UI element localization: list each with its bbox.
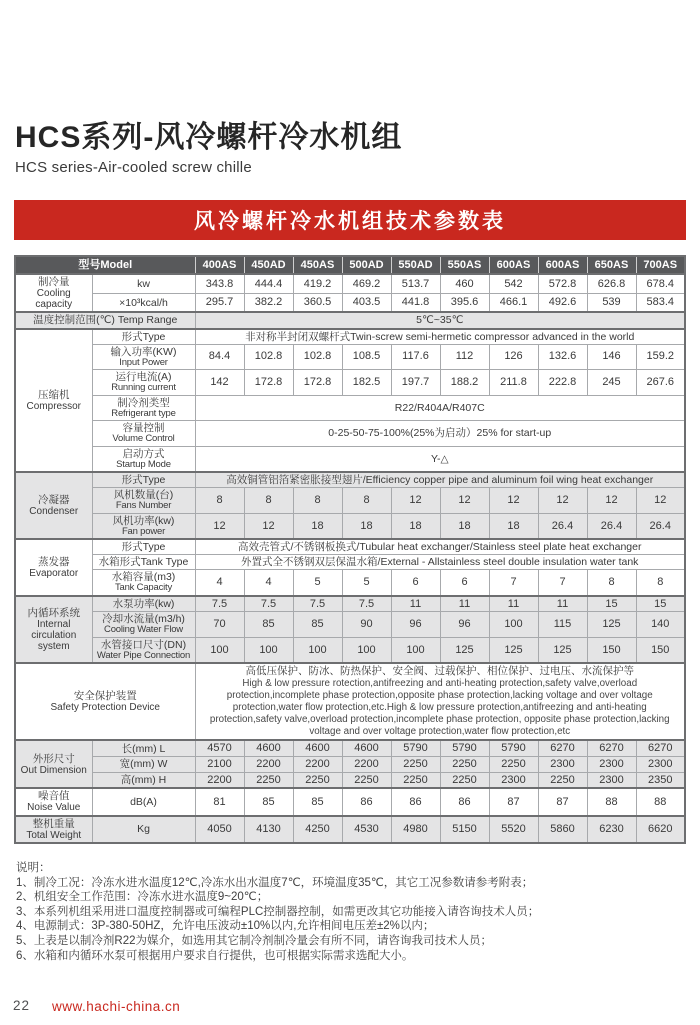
cell-cooling-capacity-0-8: 626.8 bbox=[587, 274, 636, 293]
cell-internal-circulation-0-9: 15 bbox=[636, 596, 685, 612]
row-out-dimension-1 bbox=[15, 757, 685, 773]
cell-compressor-1-5: 112 bbox=[440, 344, 489, 370]
cell-internal-circulation-0-4: 11 bbox=[391, 596, 440, 612]
cell-out-dimension-0-7: 6270 bbox=[538, 740, 587, 756]
label-compressor-5-line-0: 启动方式 bbox=[122, 447, 165, 460]
cell-condenser-2-3: 18 bbox=[342, 513, 391, 539]
cell-compressor-1-9: 159.2 bbox=[636, 344, 685, 370]
cell-internal-circulation-1-4: 96 bbox=[391, 612, 440, 638]
cell-compressor-2-3: 182.5 bbox=[342, 370, 391, 396]
group-compressor-line-1: Compressor bbox=[26, 400, 81, 412]
model-col-3: 500AD bbox=[342, 256, 391, 274]
cell-total-weight-0-8: 6230 bbox=[587, 816, 636, 843]
cell-cooling-capacity-0-4: 513.7 bbox=[391, 274, 440, 293]
cell-noise-value-0-1: 85 bbox=[244, 788, 293, 815]
cell-compressor-2-2: 172.8 bbox=[293, 370, 342, 396]
cell-out-dimension-1-4: 2250 bbox=[391, 757, 440, 773]
model-col-8: 650AS bbox=[587, 256, 636, 274]
row-evaporator-1 bbox=[15, 555, 685, 570]
cell-cooling-capacity-1-3: 403.5 bbox=[342, 293, 391, 312]
row-compressor-4 bbox=[15, 421, 685, 447]
model-col-0: 400AS bbox=[195, 256, 244, 274]
cell-total-weight-0-5: 5150 bbox=[440, 816, 489, 843]
cell-total-weight-0-6: 5520 bbox=[489, 816, 538, 843]
group-noise-value bbox=[15, 788, 92, 815]
row-compressor-1 bbox=[15, 344, 685, 370]
cell-internal-circulation-0-2: 7.5 bbox=[293, 596, 342, 612]
cell-internal-circulation-1-6: 100 bbox=[489, 612, 538, 638]
cell-internal-circulation-2-5: 125 bbox=[440, 637, 489, 663]
cell-out-dimension-0-5: 5790 bbox=[440, 740, 489, 756]
cell-out-dimension-0-0: 4570 bbox=[195, 740, 244, 756]
model-col-9: 700AS bbox=[636, 256, 685, 274]
cell-compressor-2-6: 211.8 bbox=[489, 370, 538, 396]
label-condenser-0-line-0: 形式Type bbox=[121, 474, 166, 487]
label-cooling-capacity-0 bbox=[92, 274, 195, 293]
cell-noise-value-0-2: 85 bbox=[293, 788, 342, 815]
safety-text-en: High & low pressure rotection,antifreezing and anti-heating protection,safety valve,overload protection,incomplete phase protection,opposite phase protection,lacking voltage and over voltage protection,water flow protection,etc.High & low pressure protection,antifreezing and anti-heating protection,safety valve,overload protection,incomplete phase protection, opposite phase protection,lacking voltage and over voltage protection,water flow protection,etc bbox=[209, 678, 670, 738]
cell-compressor-2-7: 222.8 bbox=[538, 370, 587, 396]
cell-compressor-2-5: 188.2 bbox=[440, 370, 489, 396]
cell-compressor-1-7: 132.6 bbox=[538, 344, 587, 370]
group-safety-protection bbox=[15, 663, 195, 740]
cell-total-weight-0-9: 6620 bbox=[636, 816, 685, 843]
model-col-2: 450AS bbox=[293, 256, 342, 274]
cell-total-weight-0-7: 5860 bbox=[538, 816, 587, 843]
label-condenser-2-line-1: Fan power bbox=[121, 525, 166, 537]
cell-compressor-1-1: 102.8 bbox=[244, 344, 293, 370]
cell-out-dimension-2-7: 2250 bbox=[538, 772, 587, 788]
model-col-7: 600AS bbox=[538, 256, 587, 274]
label-internal-circulation-1-line-0: 冷却水流量(m3/h) bbox=[102, 613, 185, 626]
cell-condenser-1-2: 8 bbox=[293, 488, 342, 514]
cell-out-dimension-1-9: 2300 bbox=[636, 757, 685, 773]
row-evaporator-2 bbox=[15, 570, 685, 596]
label-evaporator-1 bbox=[92, 555, 195, 570]
label-evaporator-2 bbox=[92, 570, 195, 596]
cell-out-dimension-1-3: 2200 bbox=[342, 757, 391, 773]
cell-evaporator-2-3: 5 bbox=[342, 570, 391, 596]
label-evaporator-0-line-0: 形式Type bbox=[121, 541, 166, 554]
cell-evaporator-2-6: 7 bbox=[489, 570, 538, 596]
cell-internal-circulation-0-5: 11 bbox=[440, 596, 489, 612]
cell-internal-circulation-1-2: 85 bbox=[293, 612, 342, 638]
group-evaporator bbox=[15, 539, 92, 596]
row-total-weight-0 bbox=[15, 816, 685, 843]
row-out-dimension-2 bbox=[15, 772, 685, 788]
cell-condenser-2-0: 12 bbox=[195, 513, 244, 539]
cell-condenser-1-9: 12 bbox=[636, 488, 685, 514]
group-internal-circulation bbox=[15, 596, 92, 664]
label-internal-circulation-0 bbox=[92, 596, 195, 612]
cell-total-weight-0-4: 4980 bbox=[391, 816, 440, 843]
safety-text-cn: 高低压保护、防冰、防热保护、安全阀、过载保护、相位保护、过电压、水流保护等 bbox=[245, 665, 634, 678]
label-internal-circulation-2-line-0: 水管接口尺寸(DN) bbox=[100, 638, 187, 651]
cell-internal-circulation-1-9: 140 bbox=[636, 612, 685, 638]
cell-compressor-2-4: 197.7 bbox=[391, 370, 440, 396]
model-col-1: 450AD bbox=[244, 256, 293, 274]
label-noise-value-0-line-0: dB(A) bbox=[130, 795, 157, 808]
cell-condenser-2-2: 18 bbox=[293, 513, 342, 539]
group-temp-range bbox=[15, 312, 195, 328]
label-condenser-0 bbox=[92, 472, 195, 488]
cell-condenser-1-5: 12 bbox=[440, 488, 489, 514]
label-evaporator-2-line-1: Tank Capacity bbox=[114, 582, 173, 594]
cell-condenser-1-0: 8 bbox=[195, 488, 244, 514]
label-evaporator-2-line-0: 水箱容量(m3) bbox=[111, 571, 176, 584]
cell-out-dimension-0-9: 6270 bbox=[636, 740, 685, 756]
label-evaporator-0 bbox=[92, 539, 195, 555]
cell-condenser-1-1: 8 bbox=[244, 488, 293, 514]
label-compressor-1 bbox=[92, 344, 195, 370]
span-temp-range-0: 5℃~35℃ bbox=[195, 312, 685, 328]
row-evaporator-0 bbox=[15, 539, 685, 555]
group-out-dimension bbox=[15, 740, 92, 788]
cell-out-dimension-1-5: 2250 bbox=[440, 757, 489, 773]
label-compressor-2-line-0: 运行电流(A) bbox=[115, 371, 172, 384]
cell-cooling-capacity-1-4: 441.8 bbox=[391, 293, 440, 312]
cell-noise-value-0-9: 88 bbox=[636, 788, 685, 815]
model-header-label: 型号Model bbox=[15, 256, 195, 274]
cell-out-dimension-1-8: 2300 bbox=[587, 757, 636, 773]
row-compressor-0 bbox=[15, 329, 685, 345]
row-noise-value-0 bbox=[15, 788, 685, 815]
cell-cooling-capacity-1-7: 492.6 bbox=[538, 293, 587, 312]
row-cooling-capacity-0 bbox=[15, 274, 685, 293]
spec-table-wrap bbox=[14, 255, 686, 844]
row-condenser-0 bbox=[15, 472, 685, 488]
cell-condenser-2-6: 18 bbox=[489, 513, 538, 539]
cell-condenser-2-5: 18 bbox=[440, 513, 489, 539]
notes bbox=[16, 861, 680, 963]
cell-cooling-capacity-0-7: 572.8 bbox=[538, 274, 587, 293]
group-safety-protection-line-1: Safety Protection Device bbox=[50, 702, 160, 714]
cell-out-dimension-1-7: 2300 bbox=[538, 757, 587, 773]
cell-noise-value-0-3: 86 bbox=[342, 788, 391, 815]
cell-internal-circulation-0-7: 11 bbox=[538, 596, 587, 612]
cell-internal-circulation-2-0: 100 bbox=[195, 637, 244, 663]
label-condenser-2-line-0: 风机功率(kw) bbox=[112, 514, 175, 527]
label-cooling-capacity-1 bbox=[92, 293, 195, 312]
label-condenser-1 bbox=[92, 488, 195, 514]
label-internal-circulation-2-line-1: Water Pipe Connection bbox=[96, 649, 191, 661]
cell-compressor-2-0: 142 bbox=[195, 370, 244, 396]
label-out-dimension-1 bbox=[92, 757, 195, 773]
model-col-6: 600AS bbox=[489, 256, 538, 274]
cell-internal-circulation-2-4: 100 bbox=[391, 637, 440, 663]
cell-internal-circulation-2-6: 125 bbox=[489, 637, 538, 663]
span-compressor-3: R22/R404A/R407C bbox=[195, 395, 685, 421]
cell-out-dimension-2-8: 2300 bbox=[587, 772, 636, 788]
cell-internal-circulation-1-0: 70 bbox=[195, 612, 244, 638]
spec-table-body bbox=[15, 256, 685, 843]
cell-cooling-capacity-1-6: 466.1 bbox=[489, 293, 538, 312]
cell-evaporator-2-1: 4 bbox=[244, 570, 293, 596]
cell-out-dimension-2-5: 2250 bbox=[440, 772, 489, 788]
label-compressor-1-line-0: 输入功率(KW) bbox=[110, 345, 177, 358]
label-total-weight-0-line-0: Kg bbox=[137, 823, 150, 836]
label-internal-circulation-1 bbox=[92, 612, 195, 638]
label-out-dimension-0 bbox=[92, 740, 195, 756]
cell-internal-circulation-0-8: 15 bbox=[587, 596, 636, 612]
row-internal-circulation-1 bbox=[15, 612, 685, 638]
note-5: 5、上表是以制冷剂R22为媒介，如选用其它制冷剂制冷量会有所不同，请咨询我司技术人员； bbox=[16, 934, 492, 947]
cell-cooling-capacity-0-5: 460 bbox=[440, 274, 489, 293]
label-compressor-1-line-1: Input Power bbox=[119, 356, 168, 368]
cell-total-weight-0-1: 4130 bbox=[244, 816, 293, 843]
label-compressor-5-line-1: Startup Mode bbox=[116, 458, 171, 470]
note-6: 6、水箱和内循环水泵可根据用户要求自行提供，也可根据实际需求选配大小。 bbox=[16, 949, 414, 962]
cell-out-dimension-2-2: 2250 bbox=[293, 772, 342, 788]
label-compressor-0 bbox=[92, 329, 195, 345]
label-compressor-2-line-1: Running current bbox=[111, 382, 176, 394]
label-cooling-capacity-1-line-0: ×10³kcal/h bbox=[119, 296, 168, 309]
cell-compressor-2-8: 245 bbox=[587, 370, 636, 396]
cell-cooling-capacity-0-3: 469.2 bbox=[342, 274, 391, 293]
cell-out-dimension-2-6: 2300 bbox=[489, 772, 538, 788]
cell-noise-value-0-6: 87 bbox=[489, 788, 538, 815]
group-condenser-line-0: 冷凝器 bbox=[38, 493, 70, 506]
cell-cooling-capacity-1-8: 539 bbox=[587, 293, 636, 312]
group-evaporator-line-1: Evaporator bbox=[29, 567, 79, 579]
group-total-weight-line-1: Total Weight bbox=[26, 829, 82, 841]
page-subtitle: HCS series-Air-cooled screw chille bbox=[15, 159, 252, 176]
row-cooling-capacity-1 bbox=[15, 293, 685, 312]
label-condenser-1-line-1: Fans Number bbox=[115, 500, 172, 512]
cell-out-dimension-0-6: 5790 bbox=[489, 740, 538, 756]
cell-out-dimension-2-3: 2250 bbox=[342, 772, 391, 788]
note-4: 4、电源制式：3P-380-50HZ，允许电压波动±10%以内,允许相间电压差±2%以内； bbox=[16, 920, 435, 933]
cell-internal-circulation-2-7: 125 bbox=[538, 637, 587, 663]
cell-cooling-capacity-1-0: 295.7 bbox=[195, 293, 244, 312]
row-compressor-2 bbox=[15, 370, 685, 396]
cell-out-dimension-1-1: 2200 bbox=[244, 757, 293, 773]
span-compressor-5: Y-△ bbox=[195, 446, 685, 472]
cell-evaporator-2-7: 7 bbox=[538, 570, 587, 596]
group-noise-value-line-1: Noise Value bbox=[27, 802, 81, 814]
label-compressor-4-line-1: Volume Control bbox=[112, 433, 175, 445]
label-condenser-1-line-0: 风机数量(台) bbox=[113, 489, 174, 502]
row-condenser-2 bbox=[15, 513, 685, 539]
cell-internal-circulation-0-3: 7.5 bbox=[342, 596, 391, 612]
cell-internal-circulation-1-1: 85 bbox=[244, 612, 293, 638]
group-out-dimension-line-1: Out Dimension bbox=[20, 764, 87, 776]
cell-evaporator-2-5: 6 bbox=[440, 570, 489, 596]
span-evaporator-1: 外置式全不锈钢双层保温水箱/External - Allstainless steel double insulation water tank bbox=[195, 555, 685, 570]
model-col-5: 550AS bbox=[440, 256, 489, 274]
cell-out-dimension-0-8: 6270 bbox=[587, 740, 636, 756]
cell-evaporator-2-2: 5 bbox=[293, 570, 342, 596]
cell-compressor-1-6: 126 bbox=[489, 344, 538, 370]
cell-condenser-2-8: 26.4 bbox=[587, 513, 636, 539]
note-3: 3、本系列机组采用进口温度控制器或可编程PLC控制器控制，如需更改其它功能接入请咨询技术人员； bbox=[16, 905, 540, 918]
group-out-dimension-line-0: 外形尺寸 bbox=[32, 752, 75, 765]
label-compressor-3-line-0: 制冷剂类型 bbox=[117, 396, 170, 409]
row-out-dimension-0 bbox=[15, 740, 685, 756]
label-evaporator-1-line-0: 水箱形式Tank Type bbox=[98, 556, 189, 569]
cell-out-dimension-0-1: 4600 bbox=[244, 740, 293, 756]
label-compressor-3 bbox=[92, 395, 195, 421]
row-model-header bbox=[15, 256, 685, 274]
cell-cooling-capacity-0-2: 419.2 bbox=[293, 274, 342, 293]
cell-internal-circulation-1-8: 125 bbox=[587, 612, 636, 638]
spec-table bbox=[14, 255, 686, 844]
group-internal-circulation-line-1: Internal circulation system bbox=[31, 618, 77, 653]
cell-evaporator-2-8: 8 bbox=[587, 570, 636, 596]
cell-evaporator-2-9: 8 bbox=[636, 570, 685, 596]
label-compressor-5 bbox=[92, 446, 195, 472]
label-compressor-2 bbox=[92, 370, 195, 396]
cell-condenser-2-1: 12 bbox=[244, 513, 293, 539]
cell-internal-circulation-1-7: 115 bbox=[538, 612, 587, 638]
cell-internal-circulation-2-3: 100 bbox=[342, 637, 391, 663]
cell-out-dimension-2-9: 2350 bbox=[636, 772, 685, 788]
row-temp-range-0 bbox=[15, 312, 685, 328]
span-compressor-4: 0-25-50-75-100%(25%为启动）25% for start-up bbox=[195, 421, 685, 447]
group-cooling-capacity-line-1: Cooling capacity bbox=[35, 288, 73, 311]
span-condenser-0: 高效铜管铝箔紧密胀接型翅片/Efficiency copper pipe and aluminum foil wing heat exchanger bbox=[195, 472, 685, 488]
cell-internal-circulation-2-1: 100 bbox=[244, 637, 293, 663]
table-title-banner bbox=[14, 200, 686, 240]
cell-condenser-1-7: 12 bbox=[538, 488, 587, 514]
group-compressor-line-0: 压缩机 bbox=[38, 388, 70, 401]
notes-list bbox=[16, 876, 680, 964]
cell-cooling-capacity-0-1: 444.4 bbox=[244, 274, 293, 293]
cell-compressor-1-2: 102.8 bbox=[293, 344, 342, 370]
page-title: HCS系列-风冷螺杆冷水机组 bbox=[15, 121, 403, 154]
group-condenser bbox=[15, 472, 92, 539]
table-title-text: 风冷螺杆冷水机组技术参数表 bbox=[194, 210, 506, 233]
group-cooling-capacity-line-0: 制冷量 bbox=[38, 276, 70, 288]
cell-out-dimension-0-3: 4600 bbox=[342, 740, 391, 756]
cell-noise-value-0-7: 87 bbox=[538, 788, 587, 815]
cell-noise-value-0-0: 81 bbox=[195, 788, 244, 815]
cell-compressor-2-9: 267.6 bbox=[636, 370, 685, 396]
cell-out-dimension-2-0: 2200 bbox=[195, 772, 244, 788]
cell-cooling-capacity-1-2: 360.5 bbox=[293, 293, 342, 312]
footer-website-text: www.hachi-china.cn bbox=[52, 999, 181, 1014]
cell-internal-circulation-1-3: 90 bbox=[342, 612, 391, 638]
label-internal-circulation-0-line-0: 水泵功率(kw) bbox=[112, 598, 175, 611]
cell-out-dimension-0-4: 5790 bbox=[391, 740, 440, 756]
note-1: 1、制冷工况：冷冻水进水温度12℃,冷冻水出水温度7℃，环境温度35℃，其它工况参数请参考附表； bbox=[16, 876, 534, 889]
label-compressor-4 bbox=[92, 421, 195, 447]
cell-cooling-capacity-1-1: 382.2 bbox=[244, 293, 293, 312]
cell-noise-value-0-8: 88 bbox=[587, 788, 636, 815]
group-evaporator-line-0: 蒸发器 bbox=[38, 555, 70, 568]
label-cooling-capacity-0-line-0: kw bbox=[137, 277, 150, 290]
cell-internal-circulation-0-6: 11 bbox=[489, 596, 538, 612]
cell-internal-circulation-1-5: 96 bbox=[440, 612, 489, 638]
group-internal-circulation-line-0: 内循环系统 bbox=[27, 606, 80, 619]
group-cooling-capacity bbox=[15, 274, 92, 312]
row-compressor-5 bbox=[15, 446, 685, 472]
cell-cooling-capacity-0-9: 678.4 bbox=[636, 274, 685, 293]
footer-page-number: 22 bbox=[13, 998, 31, 1013]
cell-out-dimension-2-1: 2250 bbox=[244, 772, 293, 788]
cell-condenser-1-4: 12 bbox=[391, 488, 440, 514]
cell-cooling-capacity-1-5: 395.6 bbox=[440, 293, 489, 312]
cell-compressor-1-3: 108.5 bbox=[342, 344, 391, 370]
cell-condenser-2-7: 26.4 bbox=[538, 513, 587, 539]
span-evaporator-0: 高效壳管式/不锈钢板换式/Tubular heat exchanger/Stainless steel plate heat exchanger bbox=[195, 539, 685, 555]
cell-compressor-1-4: 117.6 bbox=[391, 344, 440, 370]
cell-internal-circulation-2-9: 150 bbox=[636, 637, 685, 663]
cell-condenser-1-3: 8 bbox=[342, 488, 391, 514]
row-internal-circulation-0 bbox=[15, 596, 685, 612]
cell-internal-circulation-2-8: 150 bbox=[587, 637, 636, 663]
group-temp-range-line-0: 温度控制范围(℃) Temp Range bbox=[33, 314, 178, 327]
cell-compressor-1-8: 146 bbox=[587, 344, 636, 370]
label-compressor-3-line-1: Refrigerant type bbox=[111, 407, 176, 419]
cell-noise-value-0-4: 86 bbox=[391, 788, 440, 815]
label-internal-circulation-2 bbox=[92, 637, 195, 663]
cell-cooling-capacity-0-0: 343.8 bbox=[195, 274, 244, 293]
cell-noise-value-0-5: 86 bbox=[440, 788, 489, 815]
cell-compressor-1-0: 84.4 bbox=[195, 344, 244, 370]
row-internal-circulation-2 bbox=[15, 637, 685, 663]
label-compressor-4-line-0: 容量控制 bbox=[122, 422, 165, 435]
label-noise-value-0 bbox=[92, 788, 195, 815]
span-compressor-0: 非对称半封闭双螺杆式Twin-screw semi-hermetic compressor advanced in the world bbox=[195, 329, 685, 345]
label-condenser-2 bbox=[92, 513, 195, 539]
cell-out-dimension-1-6: 2250 bbox=[489, 757, 538, 773]
cell-condenser-1-8: 12 bbox=[587, 488, 636, 514]
cell-internal-circulation-2-2: 100 bbox=[293, 637, 342, 663]
group-total-weight-line-0: 整机重量 bbox=[32, 817, 75, 830]
cell-evaporator-2-0: 4 bbox=[195, 570, 244, 596]
cell-out-dimension-2-4: 2250 bbox=[391, 772, 440, 788]
cell-out-dimension-0-2: 4600 bbox=[293, 740, 342, 756]
label-internal-circulation-1-line-1: Cooling Water Flow bbox=[104, 624, 183, 636]
note-2: 2、机组安全工作范围：冷冻水进水温度9~20℃； bbox=[16, 891, 269, 904]
cell-compressor-2-1: 172.8 bbox=[244, 370, 293, 396]
cell-evaporator-2-4: 6 bbox=[391, 570, 440, 596]
safety-text bbox=[195, 663, 685, 740]
notes-title: 说明： bbox=[16, 862, 51, 874]
group-condenser-line-1: Condenser bbox=[29, 506, 79, 518]
cell-total-weight-0-3: 4530 bbox=[342, 816, 391, 843]
cell-out-dimension-1-2: 2200 bbox=[293, 757, 342, 773]
cell-internal-circulation-0-0: 7.5 bbox=[195, 596, 244, 612]
label-compressor-0-line-0: 形式Type bbox=[121, 330, 166, 343]
cell-condenser-1-6: 12 bbox=[489, 488, 538, 514]
label-total-weight-0 bbox=[92, 816, 195, 843]
group-total-weight bbox=[15, 816, 92, 843]
label-out-dimension-1-line-0: 宽(mm) W bbox=[119, 758, 168, 771]
row-safety-protection-0 bbox=[15, 663, 685, 740]
cell-out-dimension-1-0: 2100 bbox=[195, 757, 244, 773]
group-compressor bbox=[15, 329, 92, 473]
label-out-dimension-0-line-0: 长(mm) L bbox=[121, 742, 166, 755]
cell-internal-circulation-0-1: 7.5 bbox=[244, 596, 293, 612]
cell-cooling-capacity-0-6: 542 bbox=[489, 274, 538, 293]
row-compressor-3 bbox=[15, 395, 685, 421]
cell-condenser-2-9: 26.4 bbox=[636, 513, 685, 539]
label-out-dimension-2 bbox=[92, 772, 195, 788]
row-condenser-1 bbox=[15, 488, 685, 514]
cell-total-weight-0-2: 4250 bbox=[293, 816, 342, 843]
group-noise-value-line-0: 噪音值 bbox=[38, 790, 70, 803]
cell-cooling-capacity-1-9: 583.4 bbox=[636, 293, 685, 312]
model-col-4: 550AD bbox=[391, 256, 440, 274]
cell-condenser-2-4: 18 bbox=[391, 513, 440, 539]
label-out-dimension-2-line-0: 高(mm) H bbox=[120, 774, 167, 787]
group-safety-protection-line-0: 安全保护装置 bbox=[73, 690, 137, 703]
cell-total-weight-0-0: 4050 bbox=[195, 816, 244, 843]
